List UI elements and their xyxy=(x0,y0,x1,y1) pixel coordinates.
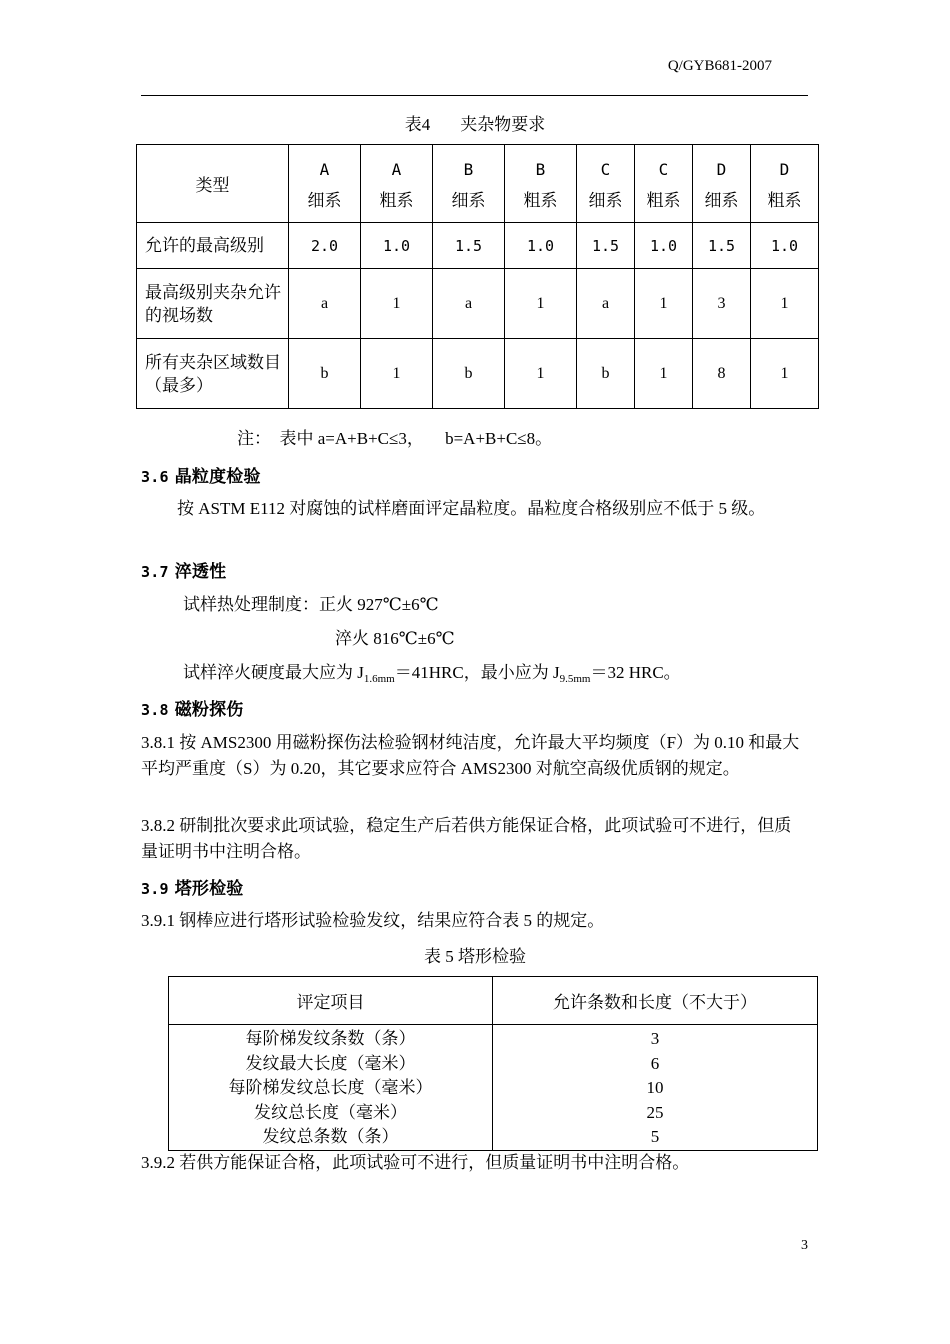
list-item: 发纹总长度（毫米） xyxy=(254,1102,407,1122)
column-header: D 细系 xyxy=(693,145,751,223)
table4-caption-number: 表4 xyxy=(404,115,431,134)
supplier-guarantee-paragraph: 3.9.2 若供方能保证合格，此项试验可不进行，但质量证明书中注明合格。 xyxy=(141,1153,690,1172)
table-cell: 1 xyxy=(361,339,433,409)
table-cell: b xyxy=(289,339,361,409)
column-header: 评定项目 xyxy=(169,977,493,1025)
list-item: 6 xyxy=(650,1053,660,1073)
table-cell: 1 xyxy=(751,339,819,409)
grain-size-paragraph: 按 ASTM E112 对腐蚀的试样磨面评定晶粒度。晶粒度合格级别应不低于 5 级。 xyxy=(177,499,766,518)
table-cell: 1.5 xyxy=(433,223,505,269)
table-cell: 1 xyxy=(635,339,693,409)
column-header: B 粗系 xyxy=(505,145,577,223)
heat-treatment-line: 试样热处理制度：正火 927℃±6℃ xyxy=(183,595,439,614)
table5-caption: 表 5 塔形检验 xyxy=(424,947,526,966)
table-cell: 1.0 xyxy=(505,223,577,269)
values-cell xyxy=(493,1025,818,1151)
trial-batch-paragraph: 3.8.2 研制批次要求此项试验，稳定生产后若供方能保证合格，此项试验可不进行，但质量证明书中注明合格。 xyxy=(141,816,792,861)
table4-note: 注： 表中 a=A+B+C≤3， b=A+B+C≤8。 xyxy=(237,429,553,448)
table-cell: 1.0 xyxy=(751,223,819,269)
column-header: C 细系 xyxy=(577,145,635,223)
section-heading-3-8: 3.8 磁粉探伤 xyxy=(141,700,244,720)
column-header: 允许条数和长度（不大于） xyxy=(493,977,818,1025)
table-cell: 1 xyxy=(751,269,819,339)
list-item: 10 xyxy=(646,1078,664,1097)
table-cell: 8 xyxy=(693,339,751,409)
table-cell: 3 xyxy=(693,269,751,339)
table-cell: a xyxy=(433,269,505,339)
table-cell: 1.0 xyxy=(635,223,693,269)
table-cell: b xyxy=(433,339,505,409)
table-row xyxy=(137,223,819,269)
row-label: 最高级别夹杂允许的视场数 xyxy=(137,269,289,339)
table-cell: 1 xyxy=(361,269,433,339)
step-test-table xyxy=(168,976,818,1151)
section-heading-3-6: 3.6 晶粒度检验 xyxy=(141,467,261,487)
table4-caption xyxy=(0,110,950,135)
list-item: 5 xyxy=(650,1127,660,1146)
table-cell: a xyxy=(577,269,635,339)
column-header: D 粗系 xyxy=(751,145,819,223)
header-rule xyxy=(141,95,808,96)
magnetic-particle-paragraph: 3.8.1 按 AMS2300 用磁粉探伤法检验钢材纯洁度，允许最大平均频度（F）为 0.10 和最大平均严重度（S）为 0.20，其它要求应符合 AMS2300 对航空高级优质钢的规定。 xyxy=(141,733,800,778)
list-item: 25 xyxy=(646,1102,664,1122)
table-cell: 1 xyxy=(505,269,577,339)
row-label: 所有夹杂区域数目（最多） xyxy=(137,339,289,409)
table-cell: 1.5 xyxy=(693,223,751,269)
items-cell xyxy=(169,1025,493,1151)
quench-line: 淬火 816℃±6℃ xyxy=(335,629,455,648)
column-header: B 细系 xyxy=(433,145,505,223)
type-label-cell: 类型 xyxy=(137,145,289,223)
column-header: C 粗系 xyxy=(635,145,693,223)
table-cell: 1 xyxy=(635,269,693,339)
table-cell: 2.0 xyxy=(289,223,361,269)
table5-body-row xyxy=(169,1025,818,1151)
table-cell: a xyxy=(289,269,361,339)
list-item: 发纹总条数（条） xyxy=(262,1127,399,1146)
table-cell: 1.0 xyxy=(361,223,433,269)
page-number: 3 xyxy=(801,1238,808,1253)
table-row xyxy=(137,269,819,339)
table-cell: 1.5 xyxy=(577,223,635,269)
row-label: 允许的最高级别 xyxy=(137,223,289,269)
column-header: A 细系 xyxy=(289,145,361,223)
list-item: 每阶梯发纹总长度（毫米） xyxy=(228,1078,433,1097)
table-row xyxy=(137,339,819,409)
table4-caption-title: 夹杂物要求 xyxy=(460,115,546,134)
section-heading-3-9: 3.9 塔形检验 xyxy=(141,879,244,899)
standard-number: Q/GYB681-2007 xyxy=(667,58,772,74)
section-heading-3-7: 3.7 淬透性 xyxy=(141,562,227,582)
list-item: 3 xyxy=(650,1029,660,1048)
list-item: 发纹最大长度（毫米） xyxy=(245,1053,416,1073)
step-test-paragraph: 3.9.1 钢棒应进行塔形试验检验发纹，结果应符合表 5 的规定。 xyxy=(141,911,605,930)
table-cell: 1 xyxy=(505,339,577,409)
table-cell: b xyxy=(577,339,635,409)
list-item: 每阶梯发纹条数（条） xyxy=(245,1029,416,1048)
inclusion-requirements-table xyxy=(136,144,819,409)
table5-header-row xyxy=(169,977,818,1025)
column-header: A 粗系 xyxy=(361,145,433,223)
hardness-line: 试样淬火硬度最大应为 $J_{1.6mm}=41HRC$，最小应为 $J_{9.5mm}=32$ HRC。 xyxy=(183,663,681,685)
table4-header-row xyxy=(137,145,819,223)
